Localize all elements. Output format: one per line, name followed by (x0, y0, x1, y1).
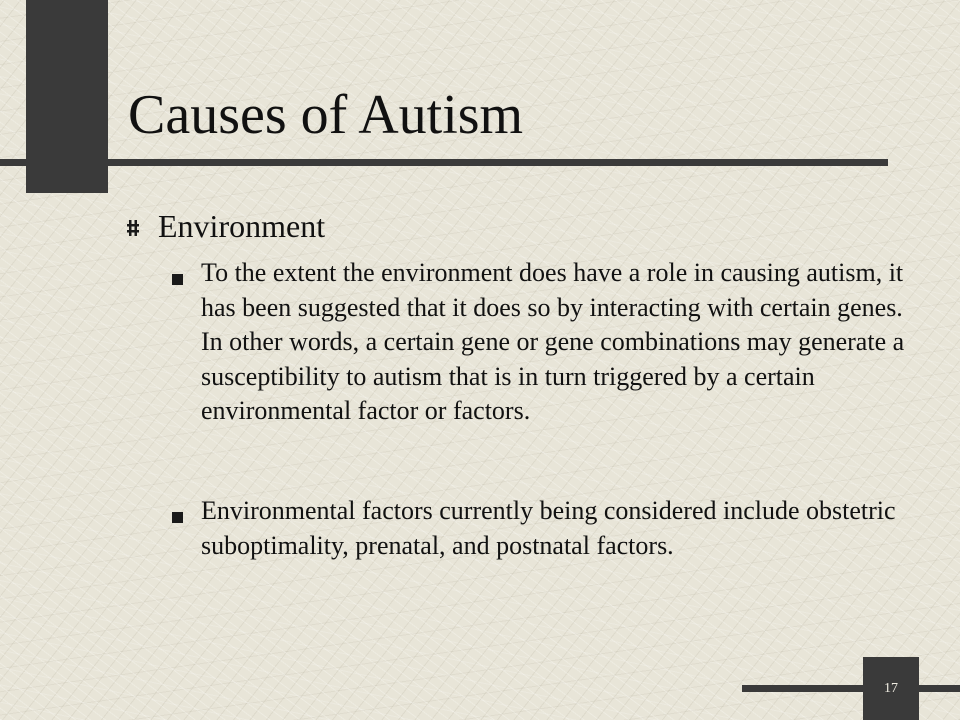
page-number-box (863, 657, 919, 720)
page-number: 17 (884, 680, 898, 696)
bullet-text: Environmental factors currently being considered include obstetric suboptimality, prenatal, and postnatal factors. (201, 496, 896, 560)
title-decor-rule (0, 159, 888, 166)
bullet-text: To the extent the environment does have a role in causing autism, it has been suggested that it does so by interacting with certain genes. In other words, a certain gene or gene combinations may generate a susceptibility to autism that is in turn triggered by a certain environmental factor or factors. (201, 258, 905, 425)
section-heading: Environment (158, 208, 326, 244)
slide-title: Causes of Autism (128, 84, 524, 146)
hash-bullet-icon (126, 219, 140, 237)
square-bullet-icon (172, 274, 183, 285)
square-bullet-icon (172, 512, 183, 523)
footer-decor-rule (742, 685, 960, 692)
